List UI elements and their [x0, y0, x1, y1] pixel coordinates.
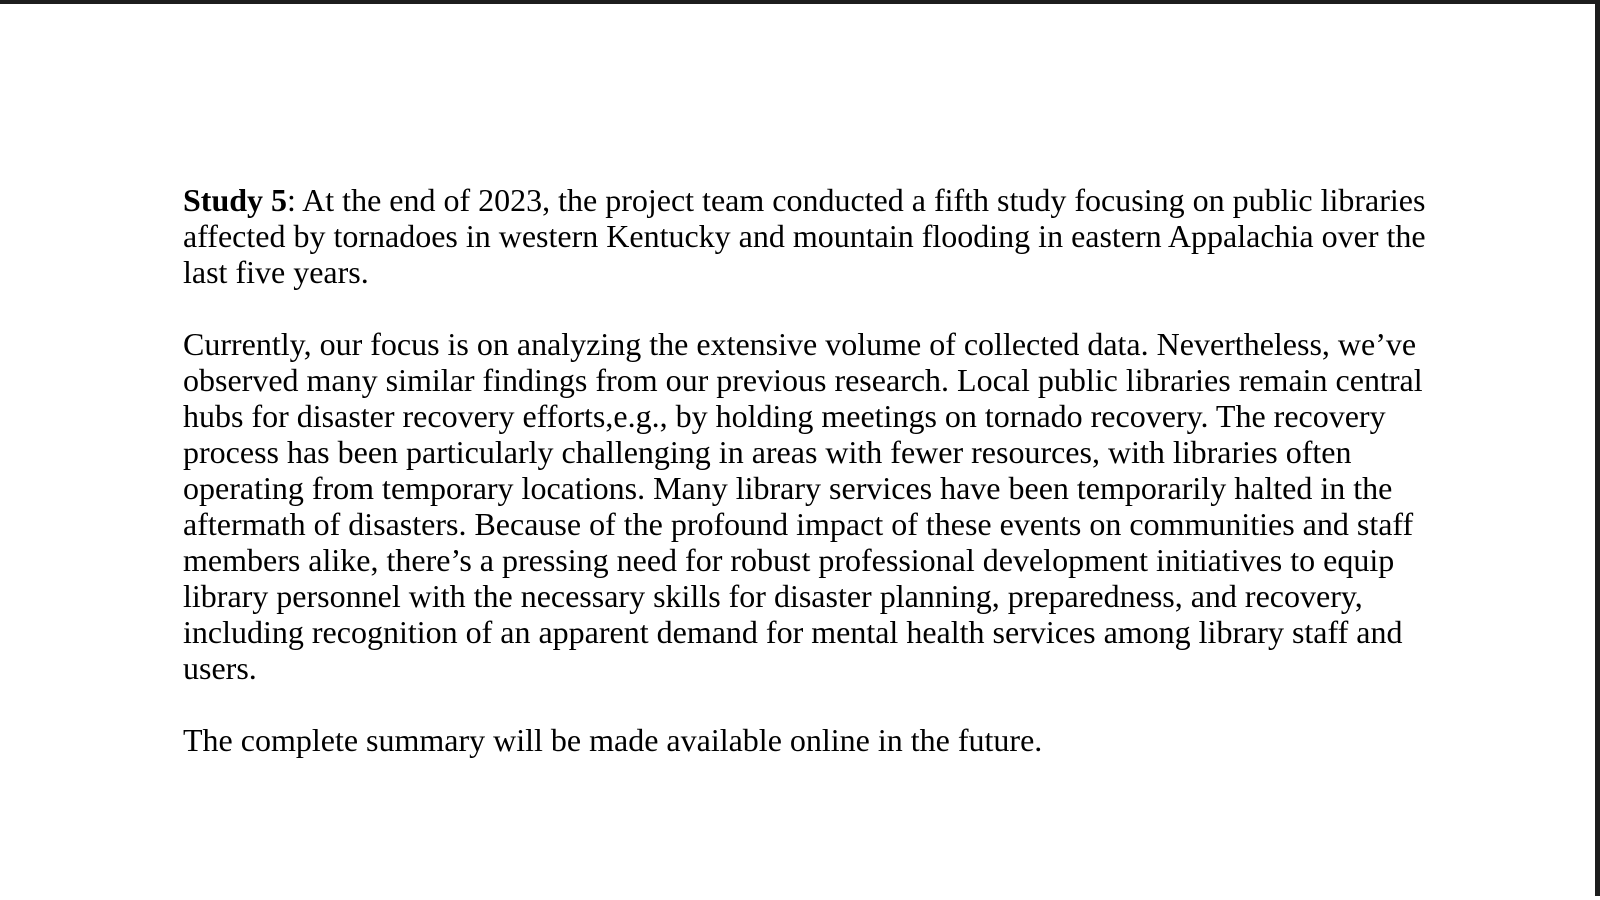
right-frame-line: [1595, 0, 1600, 896]
study-5-label: Study 5: [183, 182, 288, 218]
paragraph-study-5: [183, 182, 1433, 290]
study-5-text: : At the end of 2023, the project team conducted a fifth study focusing on public libraries affected by tornadoes in western Kentucky and mountain flooding in eastern Appalachia over the last five years.: [183, 182, 1426, 290]
paragraph-summary-note: The complete summary will be made available online in the future.: [183, 722, 1043, 758]
paragraph-findings: Currently, our focus is on analyzing the extensive volume of collected data. Nevertheless, we’ve observed many similar findings from our previous research. Local public libraries remain central hubs for disaster recovery efforts,e.g., by holding meetings on tornado recovery. The recovery process has been particularly challenging in areas with fewer resources, with libraries often operating from temporary locations. Many library services have been temporarily halted in the aftermath of disasters. Because of the profound impact of these events on communities and staff members alike, there’s a pressing need for robust professional development initiatives to equip library personnel with the necessary skills for disaster planning, preparedness, and recovery, including recognition of an apparent demand for mental health services among library staff and users.: [183, 326, 1423, 686]
top-frame-line: [0, 0, 1600, 4]
document-text-block: [183, 182, 1433, 758]
